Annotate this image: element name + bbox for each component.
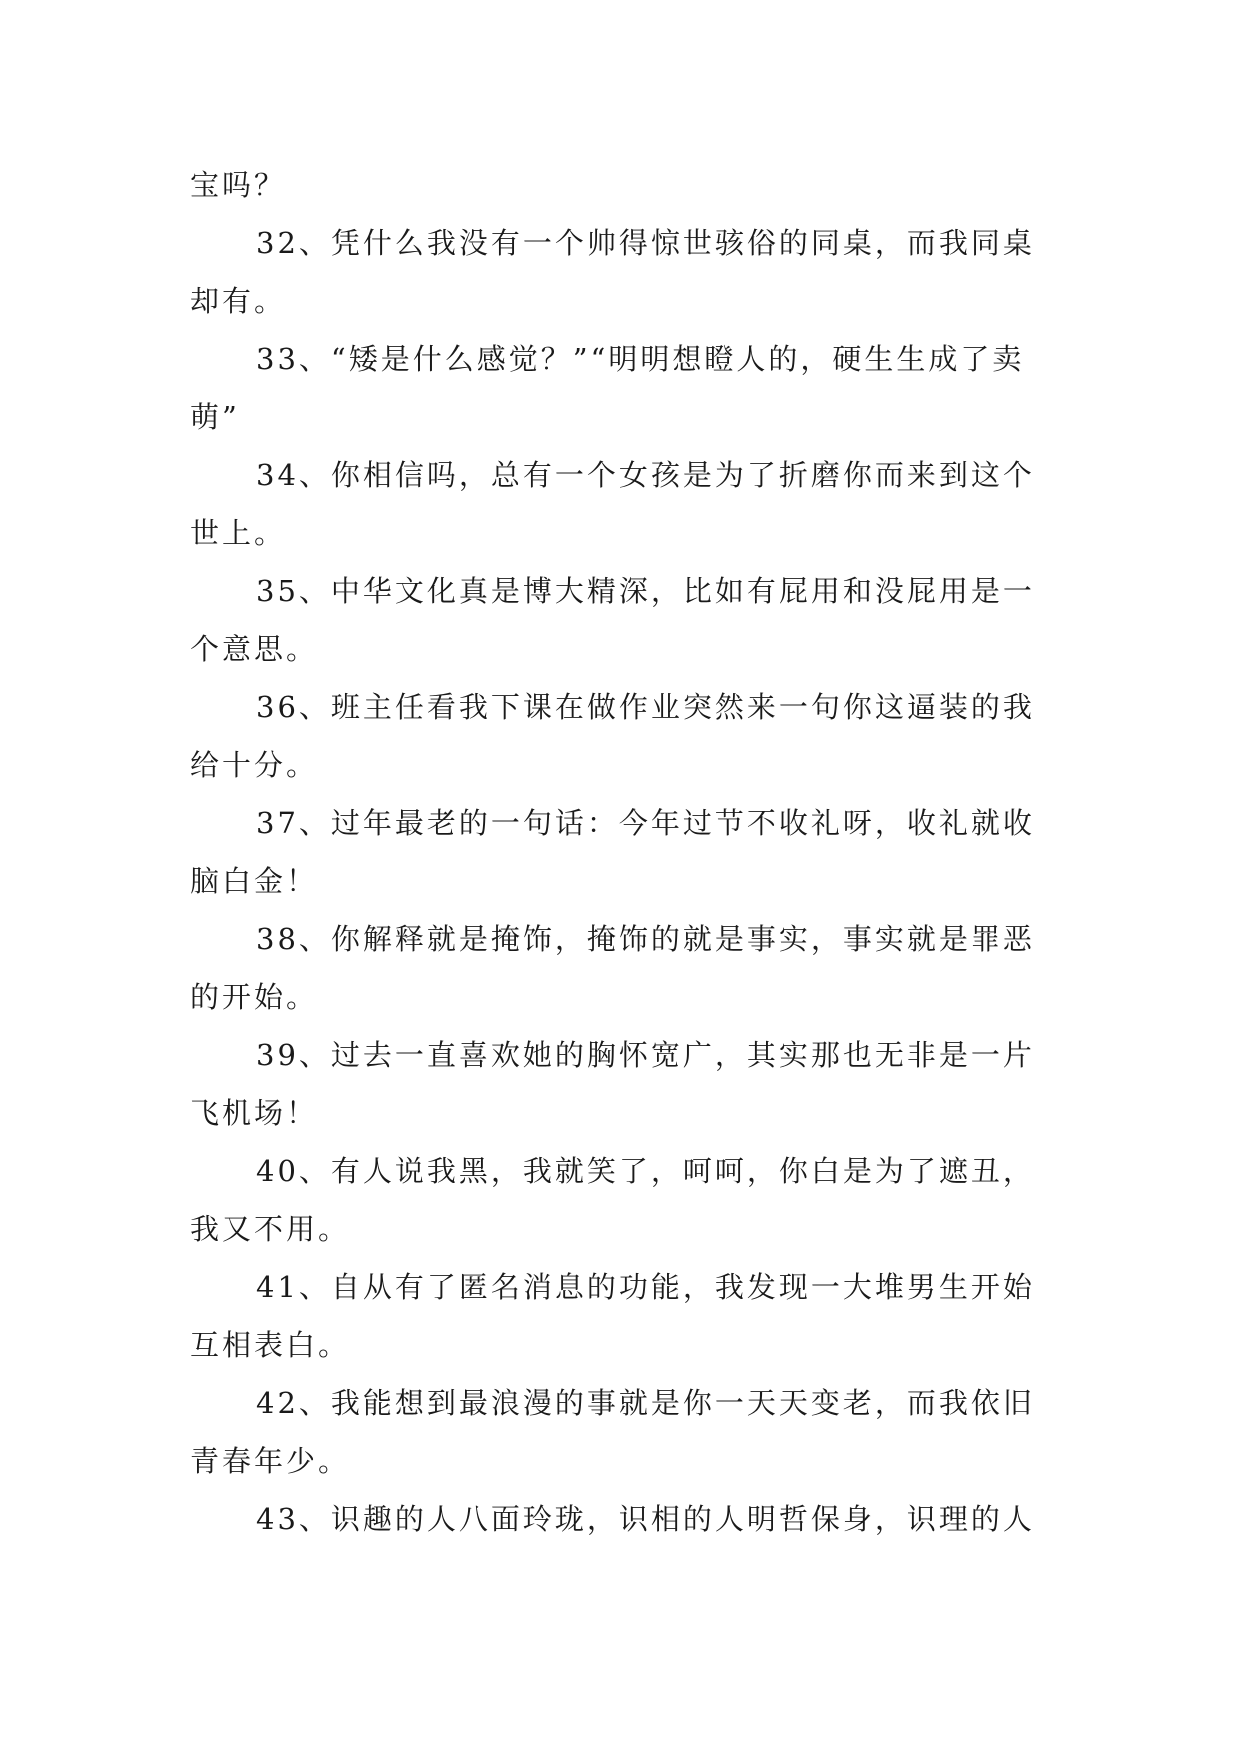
text-line: 36、班主任看我下课在做作业突然来一句你这逼装的我 [256, 690, 1035, 724]
text-line: 41、自从有了匿名消息的功能，我发现一大堆男生开始 [256, 1270, 1035, 1304]
text-line: 飞机场！ [190, 1096, 319, 1130]
text-line: 互相表白。 [190, 1328, 351, 1362]
text-line: 萌” [190, 400, 240, 434]
text-line: 脑白金！ [190, 864, 319, 898]
text-line: 37、过年最老的一句话：今年过节不收礼呀，收礼就收 [256, 806, 1035, 840]
text-line: 给十分。 [190, 748, 319, 782]
text-line: 我又不用。 [190, 1212, 351, 1246]
text-line: 33、“矮是什么感觉？”“明明想瞪人的，硬生生成了卖 [256, 342, 1025, 376]
text-line: 青春年少。 [190, 1444, 351, 1478]
text-line: 的开始。 [190, 980, 319, 1014]
text-line: 35、中华文化真是博大精深，比如有屁用和没屁用是一 [256, 574, 1035, 608]
text-line: 39、过去一直喜欢她的胸怀宽广，其实那也无非是一片 [256, 1038, 1035, 1072]
text-line: 40、有人说我黑，我就笑了，呵呵，你白是为了遮丑， [256, 1154, 1035, 1188]
text-line: 43、识趣的人八面玲珑，识相的人明哲保身，识理的人 [256, 1502, 1035, 1536]
text-line: 个意思。 [190, 632, 319, 666]
text-line: 世上。 [190, 516, 287, 550]
text-line: 38、你解释就是掩饰，掩饰的就是事实，事实就是罪恶 [256, 922, 1035, 956]
text-line: 42、我能想到最浪漫的事就是你一天天变老，而我依旧 [256, 1386, 1035, 1420]
text-line: 34、你相信吗，总有一个女孩是为了折磨你而来到这个 [256, 458, 1035, 492]
text-line: 32、凭什么我没有一个帅得惊世骇俗的同桌，而我同桌 [256, 226, 1035, 260]
text-line: 却有。 [190, 284, 287, 318]
text-line: 宝吗？ [190, 168, 287, 202]
